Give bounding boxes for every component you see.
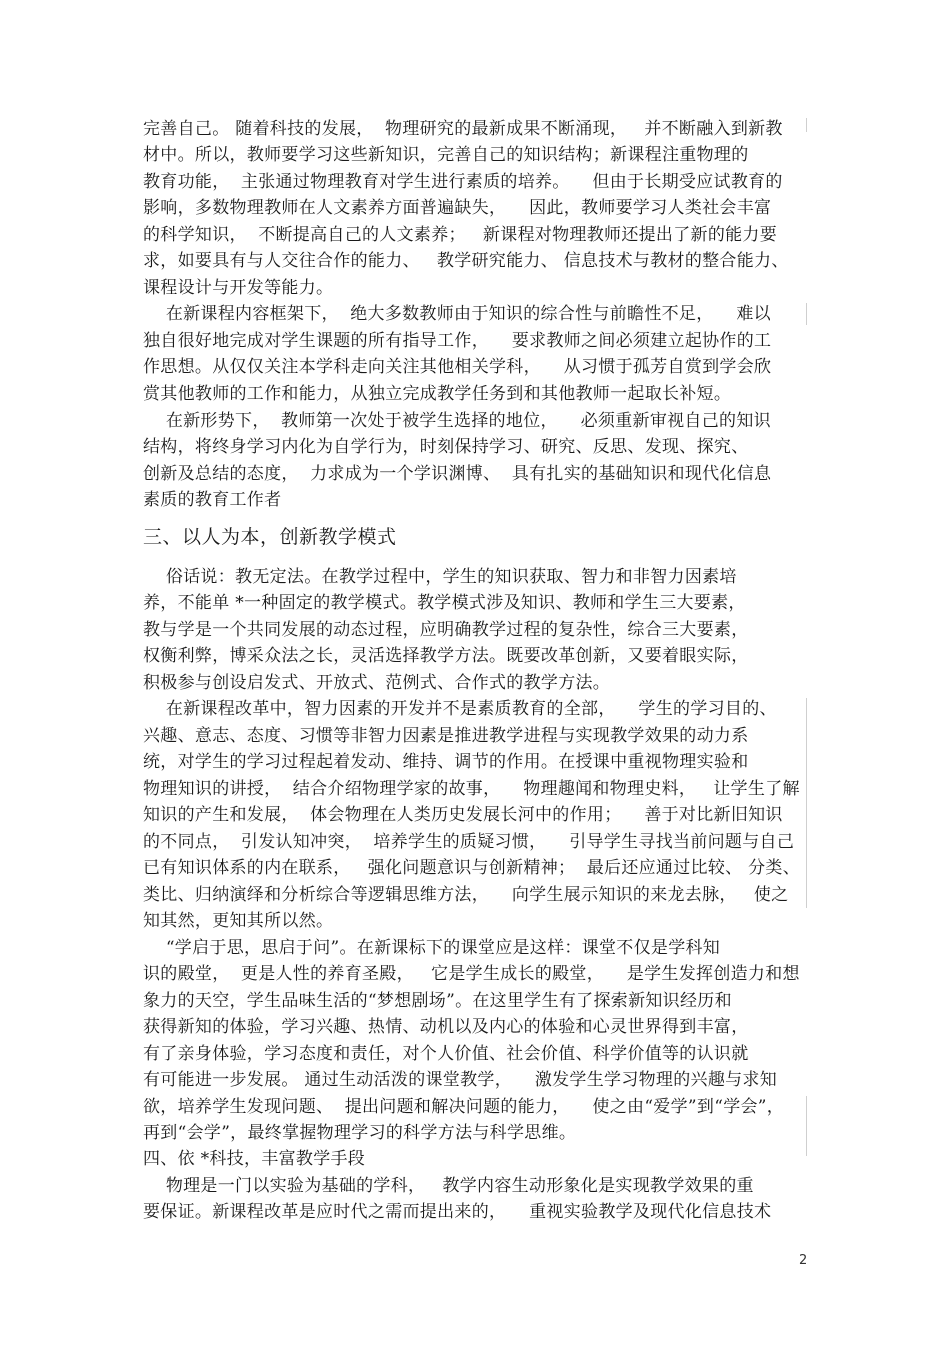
text-line: 完善自己。 随着科技的发展， 物理研究的最新成果不断涌现， 并不断融入到新教 — [143, 119, 783, 139]
section-heading-three: 三、以人为本，创新教学模式 — [143, 526, 397, 548]
text-line: 作思想。从仅仅关注本学科走向关注其他相关学科， 从习惯于孤芳自赏到学会欣 — [143, 357, 772, 377]
text-line: 教与学是一个共同发展的动态过程，应明确教学过程的复杂性，综合三大要素， — [143, 620, 749, 640]
text-line: 养，不能单 *一种固定的教学模式。教学模式涉及知识、教师和学生三大要素， — [143, 593, 746, 613]
text-line: 在新课程内容框架下， 绝大多数教师由于知识的综合性与前瞻性不足， 难以 — [143, 304, 771, 324]
text-line: 要保证。新课程改革是应时代之需而提出来的， 重视实验教学及现代化信息技术 — [143, 1202, 772, 1222]
text-line: 在新形势下， 教师第一次处于被学生选择的地位， 必须重新审视自己的知识 — [143, 411, 771, 431]
text-line: 识的殿堂， 更是人性的养育圣殿， 它是学生成长的殿堂， 是学生发挥创造力和想 — [143, 964, 800, 984]
page-number: 2 — [799, 1253, 808, 1268]
margin-mark — [806, 1096, 807, 1156]
text-line: 课程设计与开发等能力。 — [143, 278, 334, 298]
text-line: 兴趣、意志、态度、习惯等非智力因素是推进教学进程与实现教学效果的动力系 — [143, 726, 749, 746]
text-line: 物理知识的讲授， 结合介绍物理学家的故事， 物理趣闻和物理史料， 让学生了解 — [143, 779, 800, 799]
margin-mark — [806, 698, 807, 908]
text-line: 象力的天空，学生品味生活的“梦想剧场”。在这里学生有了探索新知识经历和 — [143, 991, 732, 1011]
text-line: 创新及总结的态度， 力求成为一个学识渊博、 具有扎实的基础知识和现代化信息 — [143, 464, 772, 484]
text-line: 独自很好地完成对学生课题的所有指导工作， 要求教师之间必须建立起协作的工 — [143, 331, 772, 351]
text-line: 求，如要具有与人交往合作的能力、 教学研究能力、 信息技术与教材的整合能力、 — [143, 251, 789, 271]
text-line: 赏其他教师的工作和能力，从独立完成教学任务到和其他教师一起取长补短。 — [143, 384, 732, 404]
text-line: 影响，多数物理教师在人文素养方面普遍缺失， 因此，教师要学习人类社会丰富 — [143, 198, 772, 218]
section-heading-four: 四、依 *科技，丰富教学手段 — [143, 1149, 366, 1169]
text-line: 材中。所以，教师要学习这些新知识，完善自己的知识结构；新课程注重物理的 — [143, 145, 749, 165]
text-line: 结构，将终身学习内化为自学行为，时刻保持学习、研究、反思、发现、探究、 — [143, 437, 749, 457]
text-line: 教育功能， 主张通过物理教育对学生进行素质的培养。 但由于长期受应试教育的 — [143, 172, 783, 192]
text-line: 的不同点， 引发认知冲突， 培养学生的质疑习惯， 引导学生寻找当前问题与自己 — [143, 832, 795, 852]
text-line: 再到“会学”，最终掌握物理学习的科学方法与科学思维。 — [143, 1123, 577, 1143]
text-line: 素质的教育工作者 — [143, 490, 282, 510]
text-line: 有可能进一步发展。 通过生动活泼的课堂教学， 激发学生学习物理的兴趣与求知 — [143, 1070, 778, 1090]
text-line: 类比、归纳演绎和分析综合等逻辑思维方法， 向学生展示知识的来龙去脉， 使之 — [143, 885, 789, 905]
text-line: 权衡利弊，博采众法之长，灵活选择教学方法。既要改革创新，又要着眼实际， — [143, 646, 749, 666]
text-line: 积极参与创设启发式、开放式、范例式、合作式的教学方法。 — [143, 673, 611, 693]
text-line: 俗话说：教无定法。在教学过程中，学生的知识获取、智力和非智力因素培 — [143, 567, 737, 587]
text-line: 在新课程改革中，智力因素的开发并不是素质教育的全部， 学生的学习目的、 — [143, 699, 777, 719]
text-line: 的科学知识， 不断提高自己的人文素养； 新课程对物理教师还提出了新的能力要 — [143, 225, 778, 245]
text-line: 欲，培养学生发现问题、 提出问题和解决问题的能力， 使之由“爱学”到“学会”， — [143, 1097, 785, 1117]
text-line: 统，对学生的学习过程起着发动、维持、调节的作用。在授课中重视物理实验和 — [143, 752, 749, 772]
text-line: 知识的产生和发展， 体会物理在人类历史发展长河中的作用； 善于对比新旧知识 — [143, 805, 783, 825]
text-line: 已有知识体系的内在联系， 强化问题意识与创新精神； 最后还应通过比较、 分类、 — [143, 858, 801, 878]
text-line: 有了亲身体验，学习态度和责任，对个人价值、社会价值、科学价值等的认识就 — [143, 1044, 749, 1064]
text-line: 获得新知的体验，学习兴趣、热情、动机以及内心的体验和心灵世界得到丰富， — [143, 1017, 749, 1037]
text-line: 知其然，更知其所以然。 — [143, 911, 334, 931]
text-line: 物理是一门以实验为基础的学科， 教学内容生动形象化是实现教学效果的重 — [143, 1176, 754, 1196]
text-line: “学启于思，思启于问”。在新课标下的课堂应是这样：课堂不仅是学科知 — [143, 938, 721, 958]
margin-mark — [806, 118, 807, 132]
margin-mark — [806, 303, 807, 325]
